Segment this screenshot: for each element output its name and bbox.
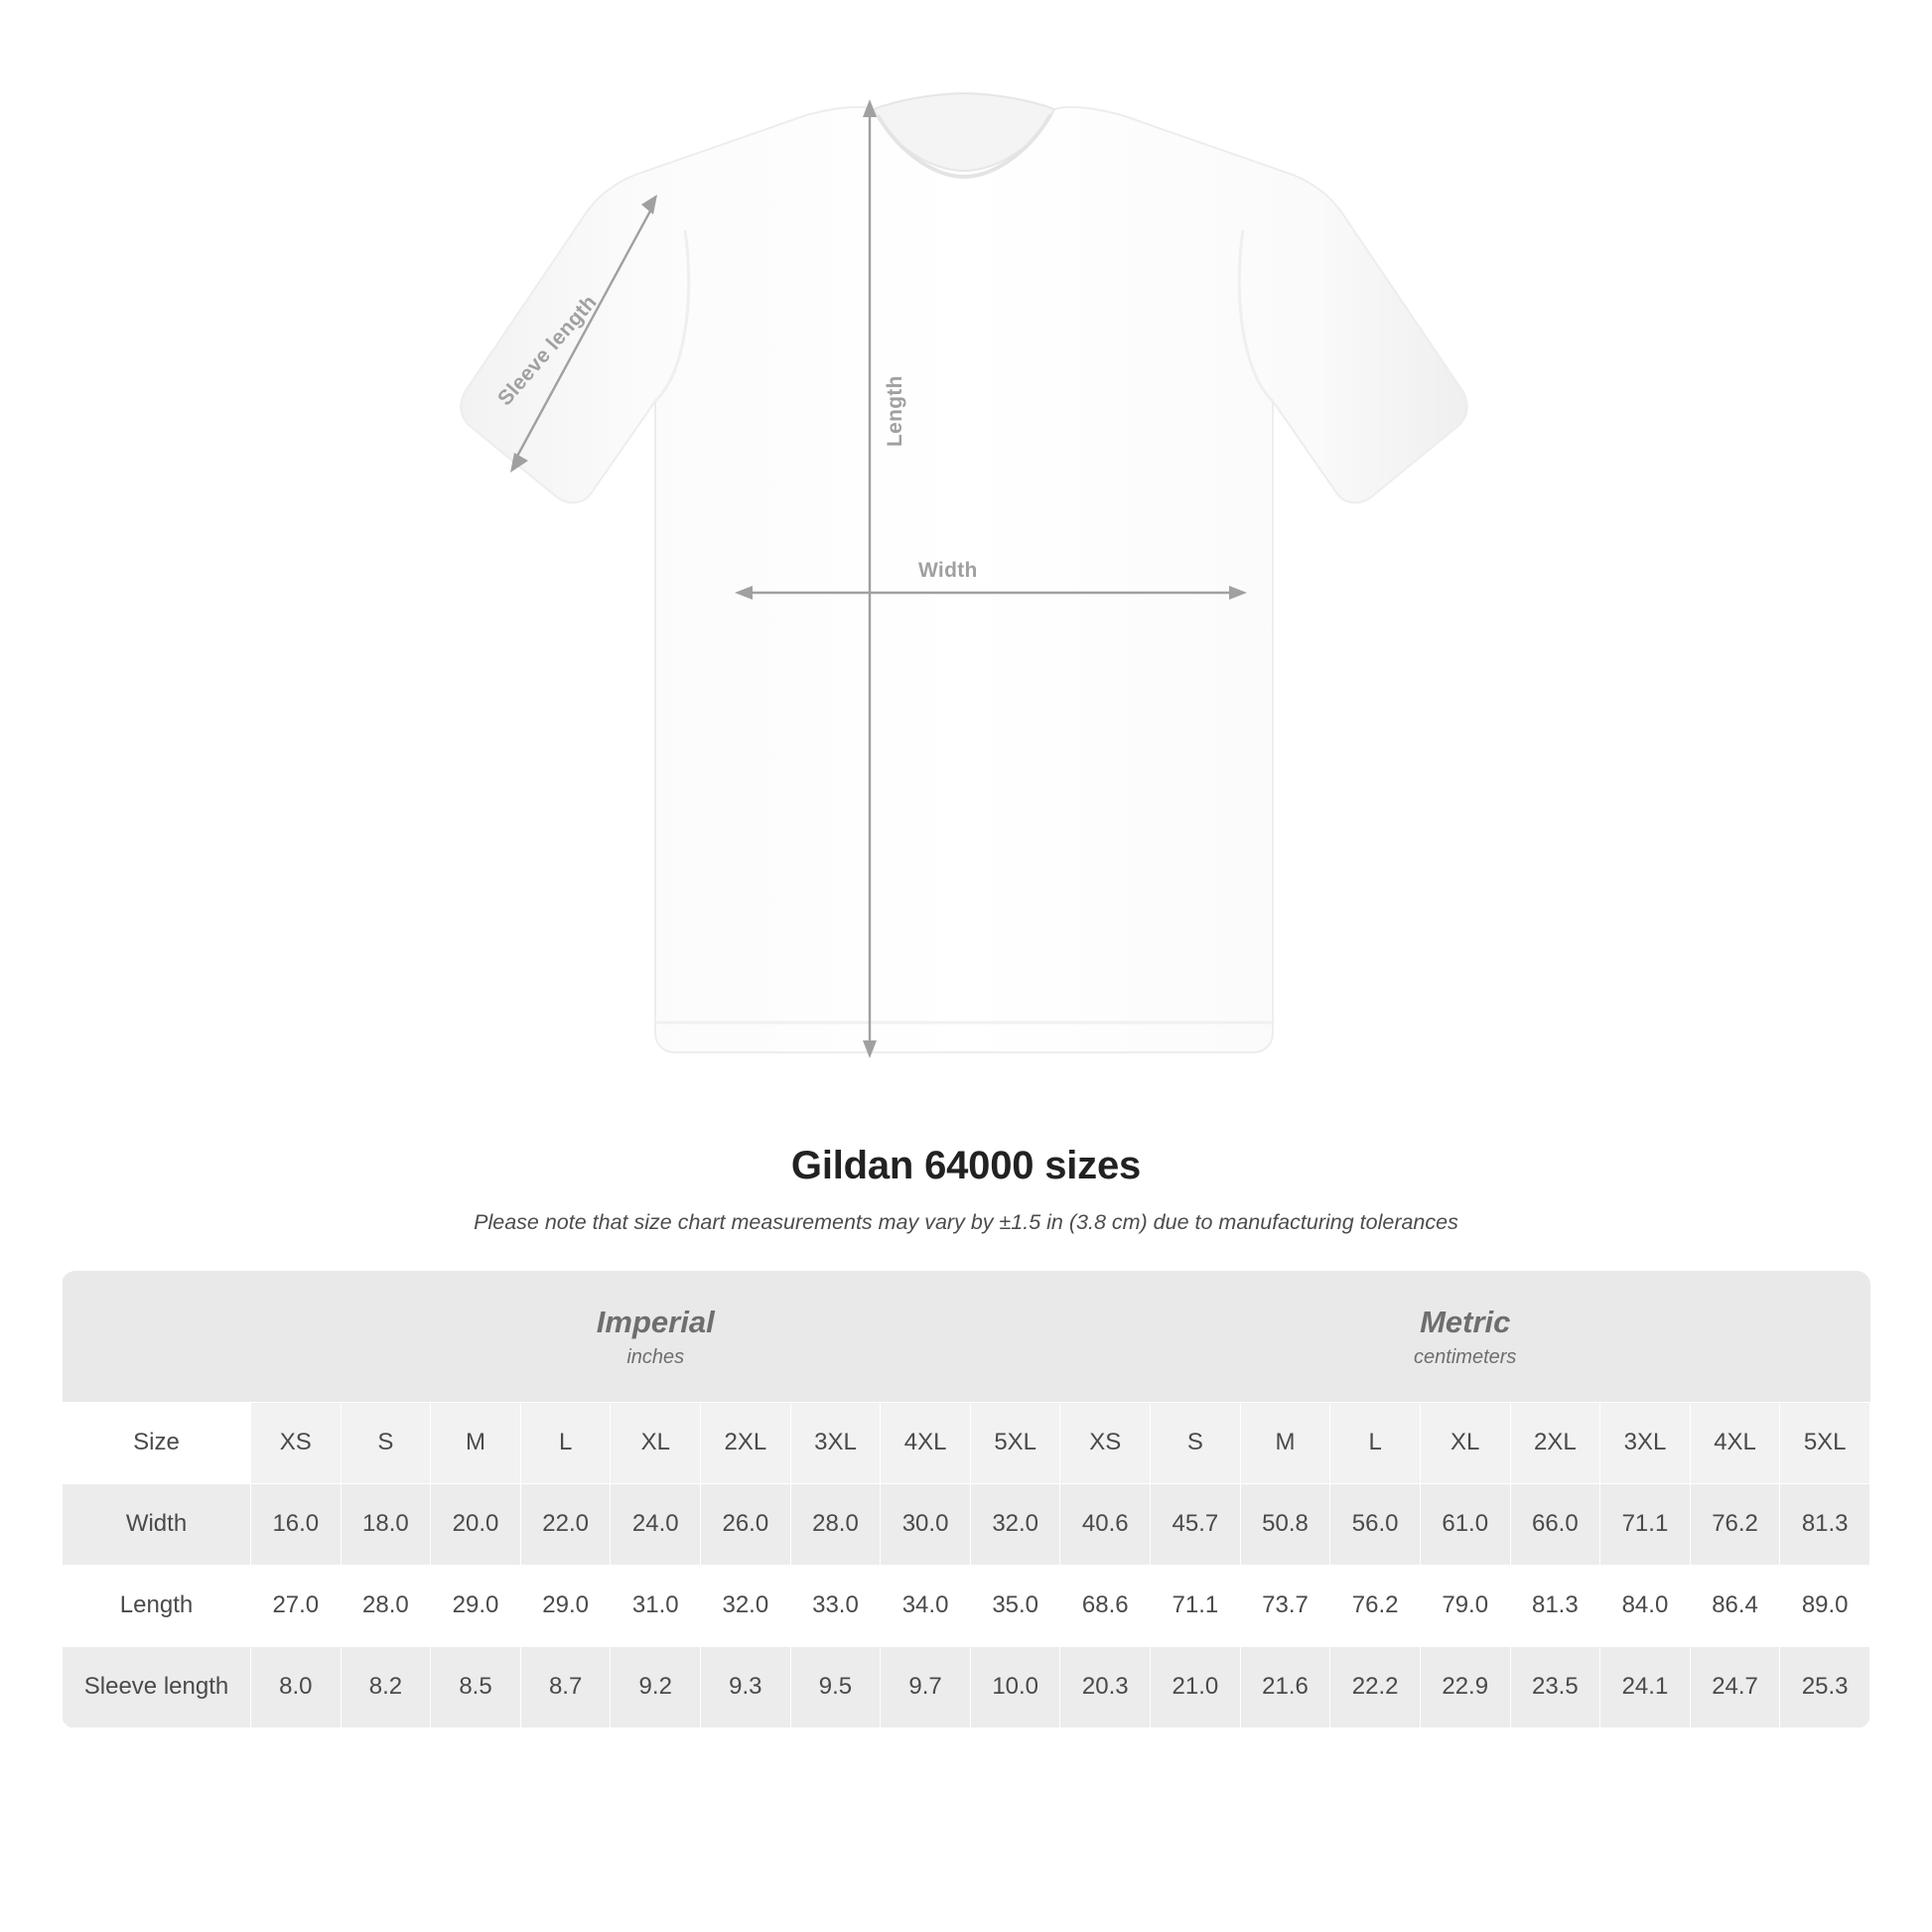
measurement-cell: 79.0 — [1420, 1565, 1510, 1646]
size-column-header: 5XL — [1780, 1402, 1870, 1483]
measurement-cell: 31.0 — [611, 1565, 701, 1646]
size-column-header: 4XL — [881, 1402, 971, 1483]
measurement-cell: 21.6 — [1240, 1646, 1330, 1727]
size-column-header: 3XL — [790, 1402, 881, 1483]
size-table-body — [63, 1271, 1870, 1727]
measurement-cell: 21.0 — [1151, 1646, 1241, 1727]
size-table-wrapper — [62, 1271, 1870, 1728]
unit-group-imperial — [251, 1271, 1060, 1402]
measurement-cell: 86.4 — [1690, 1565, 1780, 1646]
measurement-cell: 84.0 — [1600, 1565, 1691, 1646]
measurement-cell: 28.0 — [341, 1565, 431, 1646]
measurement-cell: 76.2 — [1690, 1483, 1780, 1565]
measurement-cell: 28.0 — [790, 1483, 881, 1565]
measurement-cell: 10.0 — [970, 1646, 1060, 1727]
measurement-cell: 9.2 — [611, 1646, 701, 1727]
table-row — [63, 1646, 1870, 1727]
table-row — [63, 1483, 1870, 1565]
measurement-cell: 71.1 — [1151, 1565, 1241, 1646]
measurement-cell: 73.7 — [1240, 1565, 1330, 1646]
measurement-cell: 23.5 — [1510, 1646, 1600, 1727]
measurement-cell: 29.0 — [520, 1565, 611, 1646]
measurement-cell: 9.5 — [790, 1646, 881, 1727]
size-column-header: L — [1330, 1402, 1421, 1483]
measurement-cell: 32.0 — [970, 1483, 1060, 1565]
unit-header-row — [63, 1271, 1870, 1402]
size-column-header: M — [1240, 1402, 1330, 1483]
measurement-cell: 71.1 — [1600, 1483, 1691, 1565]
measurement-row-label: Width — [63, 1483, 251, 1565]
measurement-cell: 56.0 — [1330, 1483, 1421, 1565]
measurement-cell: 8.2 — [341, 1646, 431, 1727]
unit-group-metric-sub: centimeters — [1414, 1345, 1517, 1368]
measurement-cell: 68.6 — [1060, 1565, 1151, 1646]
size-column-header: 4XL — [1690, 1402, 1780, 1483]
measurement-cell: 8.0 — [251, 1646, 342, 1727]
measurement-cell: 66.0 — [1510, 1483, 1600, 1565]
unit-group-imperial-sub: inches — [626, 1345, 685, 1368]
measurement-cell: 22.0 — [520, 1483, 611, 1565]
measurement-cell: 20.3 — [1060, 1646, 1151, 1727]
size-column-header: 5XL — [970, 1402, 1060, 1483]
size-column-header: S — [341, 1402, 431, 1483]
measurement-cell: 24.0 — [611, 1483, 701, 1565]
measurement-cell: 26.0 — [701, 1483, 791, 1565]
measurement-cell: 76.2 — [1330, 1565, 1421, 1646]
size-column-header: 3XL — [1600, 1402, 1691, 1483]
measurement-row-label: Length — [63, 1565, 251, 1646]
measurement-cell: 50.8 — [1240, 1483, 1330, 1565]
measurement-cell: 22.9 — [1420, 1646, 1510, 1727]
measurement-cell: 30.0 — [881, 1483, 971, 1565]
size-column-header: XS — [251, 1402, 342, 1483]
size-column-header: 2XL — [1510, 1402, 1600, 1483]
unit-group-metric-name: Metric — [1420, 1304, 1511, 1339]
page-title: Gildan 64000 sizes — [790, 1144, 1142, 1187]
measurement-cell: 27.0 — [251, 1565, 342, 1646]
size-column-header: 2XL — [701, 1402, 791, 1483]
length-dimension-label: Length — [884, 375, 906, 447]
size-column-header: XL — [611, 1402, 701, 1483]
measurement-cell: 81.3 — [1510, 1565, 1600, 1646]
measurement-cell: 18.0 — [341, 1483, 431, 1565]
width-dimension-label: Width — [918, 559, 978, 582]
measurement-cell: 9.7 — [881, 1646, 971, 1727]
measurement-cell: 25.3 — [1780, 1646, 1870, 1727]
measurement-cell: 89.0 — [1780, 1565, 1870, 1646]
measurement-cell: 24.7 — [1690, 1646, 1780, 1727]
sleeve-length-dimension-label: Sleeve length — [493, 290, 602, 411]
measurement-cell: 35.0 — [970, 1565, 1060, 1646]
tolerance-note: Please note that size chart measurements may vary by ±1.5 in (3.8 cm) due to manufacturing tolerances — [474, 1210, 1458, 1234]
measurement-cell: 20.0 — [431, 1483, 521, 1565]
measurement-cell: 22.2 — [1330, 1646, 1421, 1727]
measurement-cell: 34.0 — [881, 1565, 971, 1646]
measurement-cell: 33.0 — [790, 1565, 881, 1646]
measurement-row-label: Sleeve length — [63, 1646, 251, 1727]
size-column-header: XL — [1420, 1402, 1510, 1483]
measurement-cell: 32.0 — [701, 1565, 791, 1646]
unit-group-metric — [1060, 1271, 1870, 1402]
measurement-cell: 61.0 — [1420, 1483, 1510, 1565]
measurement-cell: 9.3 — [701, 1646, 791, 1727]
title-block — [0, 1144, 1932, 1235]
size-header-label: Size — [63, 1402, 251, 1483]
unit-group-imperial-name: Imperial — [596, 1304, 715, 1339]
measurement-cell: 29.0 — [431, 1565, 521, 1646]
measurement-cell: 40.6 — [1060, 1483, 1151, 1565]
measurement-cell: 45.7 — [1151, 1483, 1241, 1565]
measurement-cell: 8.5 — [431, 1646, 521, 1727]
size-column-header: S — [1151, 1402, 1241, 1483]
measurement-cell: 16.0 — [251, 1483, 342, 1565]
size-column-header: L — [520, 1402, 611, 1483]
size-table — [62, 1271, 1870, 1728]
measurement-cell: 81.3 — [1780, 1483, 1870, 1565]
size-header-row — [63, 1402, 1870, 1483]
measurement-cell: 24.1 — [1600, 1646, 1691, 1727]
table-row — [63, 1565, 1870, 1646]
size-column-header: XS — [1060, 1402, 1151, 1483]
unit-row-corner — [63, 1271, 251, 1402]
size-column-header: M — [431, 1402, 521, 1483]
measurement-cell: 8.7 — [520, 1646, 611, 1727]
